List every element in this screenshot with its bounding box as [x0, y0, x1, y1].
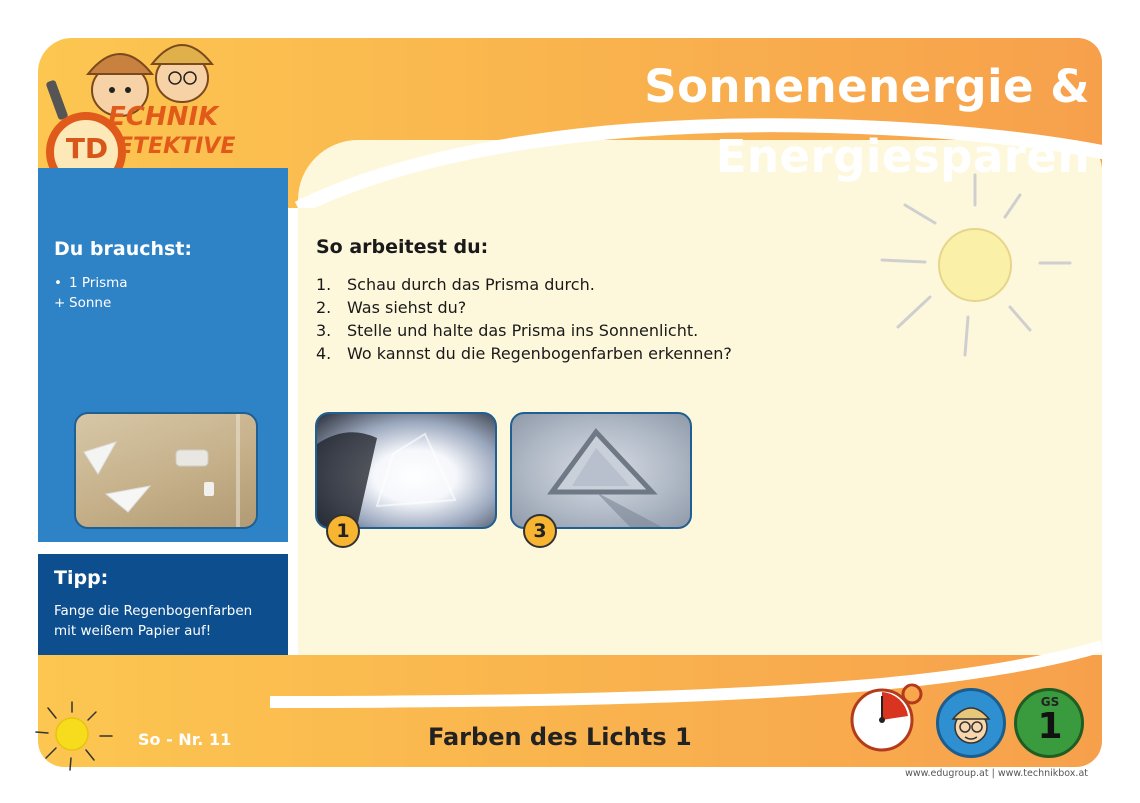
- worksheet-number: So - Nr. 11: [138, 730, 232, 749]
- list-item: + Sonne: [54, 295, 112, 311]
- list-item: 1. Schau durch das Prisma durch.: [316, 275, 595, 294]
- list-item: 3. Stelle und halte das Prisma ins Sonnenlicht.: [316, 321, 699, 340]
- logo-text-top: ECHNIK: [108, 102, 219, 132]
- list-item: 2. Was siehst du?: [316, 298, 467, 317]
- prisms-photo: [74, 412, 258, 529]
- copyright-line: www.edugroup.at | www.technikbox.at: [905, 768, 1088, 779]
- stopwatch-icon: [846, 680, 928, 752]
- photo-badge-1: 1: [326, 514, 360, 548]
- tip-text: Fange die Regenbogenfarben mit weißem Papier auf!: [54, 603, 253, 639]
- footer-sun-icon: [34, 698, 116, 772]
- logo-text-bottom: ETEKTIVE: [118, 134, 236, 159]
- materials-heading: Du brauchst:: [54, 238, 193, 260]
- logo-letters: TD: [65, 132, 109, 165]
- photo-look-through-prism: [315, 412, 497, 529]
- materials-list: [54, 273, 128, 313]
- page-title: Sonnenenergie & Energiesparen: [644, 60, 1090, 183]
- worksheet-title: Farben des Lichts 1: [428, 723, 692, 751]
- photo-badge-3: 3: [523, 514, 557, 548]
- tip-heading: Tipp:: [54, 567, 109, 589]
- detective-face-icon: [936, 688, 1006, 758]
- level-badge-icon: GS 1: [1014, 688, 1084, 758]
- steps-heading: So arbeitest du:: [316, 236, 489, 258]
- sun-sketch-icon: [870, 165, 1080, 365]
- steps-list: [316, 273, 732, 365]
- list-item: • 1 Prisma: [54, 275, 128, 291]
- list-item: 4. Wo kannst du die Regenbogenfarben erkennen?: [316, 344, 732, 363]
- photo-prism-in-sunlight: [510, 412, 692, 529]
